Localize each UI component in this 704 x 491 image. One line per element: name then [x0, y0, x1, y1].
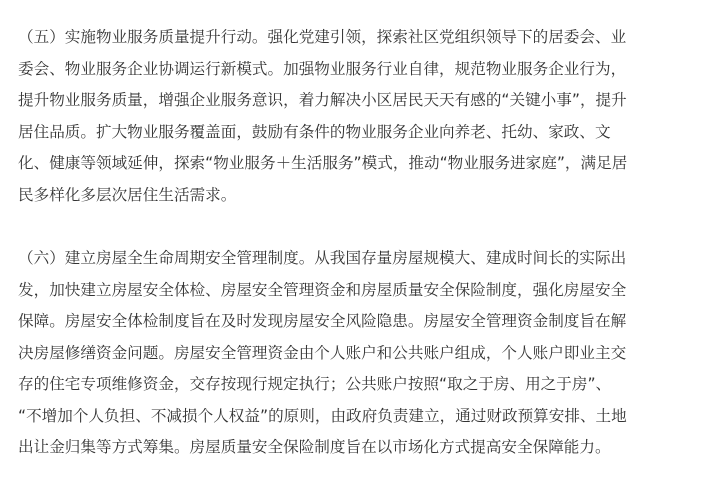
paragraph-line: 保障。房屋安全体检制度旨在及时发现房屋安全风险隐患。房屋安全管理资金制度旨在解 [18, 312, 627, 330]
paragraph-line: （五）实施物业服务质量提升行动。强化党建引领，探索社区党组织领导下的居委会、业 [18, 28, 627, 46]
paragraph-line: 化、健康等领域延伸，探索“物业服务＋生活服务”模式，推动“物业服务进家庭”，满足居 [18, 154, 628, 172]
paragraph-property-service [18, 22, 690, 211]
paragraph-housing-safety [18, 243, 690, 464]
paragraph-line: 发，加快建立房屋安全体检、房屋安全管理资金和房屋质量安全保险制度，强化房屋安全 [18, 280, 627, 299]
paragraph-line: 居住品质。扩大物业服务覆盖面，鼓励有条件的物业服务企业向养老、托幼、家政、文 [18, 122, 611, 141]
paragraph-line: 决房屋修缮资金问题。房屋安全管理资金由个人账户和公共账户组成，个人账户即业主交 [18, 343, 627, 362]
paragraph-line: 委会、物业服务企业协调运行新模式。加强物业服务行业自律，规范物业服务企业行为， [18, 59, 627, 78]
paragraph-line: （六）建立房屋全生命周期安全管理制度。从我国存量房屋规模大、建成时间长的实际出 [18, 249, 627, 267]
paragraph-spacer [18, 211, 690, 243]
paragraph-line: 民多样化多层次居住生活需求。 [18, 185, 237, 204]
paragraph-line: 提升物业服务质量，增强企业服务意识，着力解决小区居民天天有感的“关键小事”，提升 [18, 91, 627, 109]
paragraph-line: “不增加个人负担、不减损个人权益”的原则，由政府负责建立，通过财政预算安排、土地 [18, 406, 627, 425]
paragraph-line: 出让金归集等方式筹集。房屋质量安全保险制度旨在以市场化方式提高安全保障能力。 [18, 438, 611, 456]
paragraph-line: 存的住宅专项维修资金，交存按现行规定执行；公共账户按照“取之于房、用之于房”、 [18, 375, 612, 393]
